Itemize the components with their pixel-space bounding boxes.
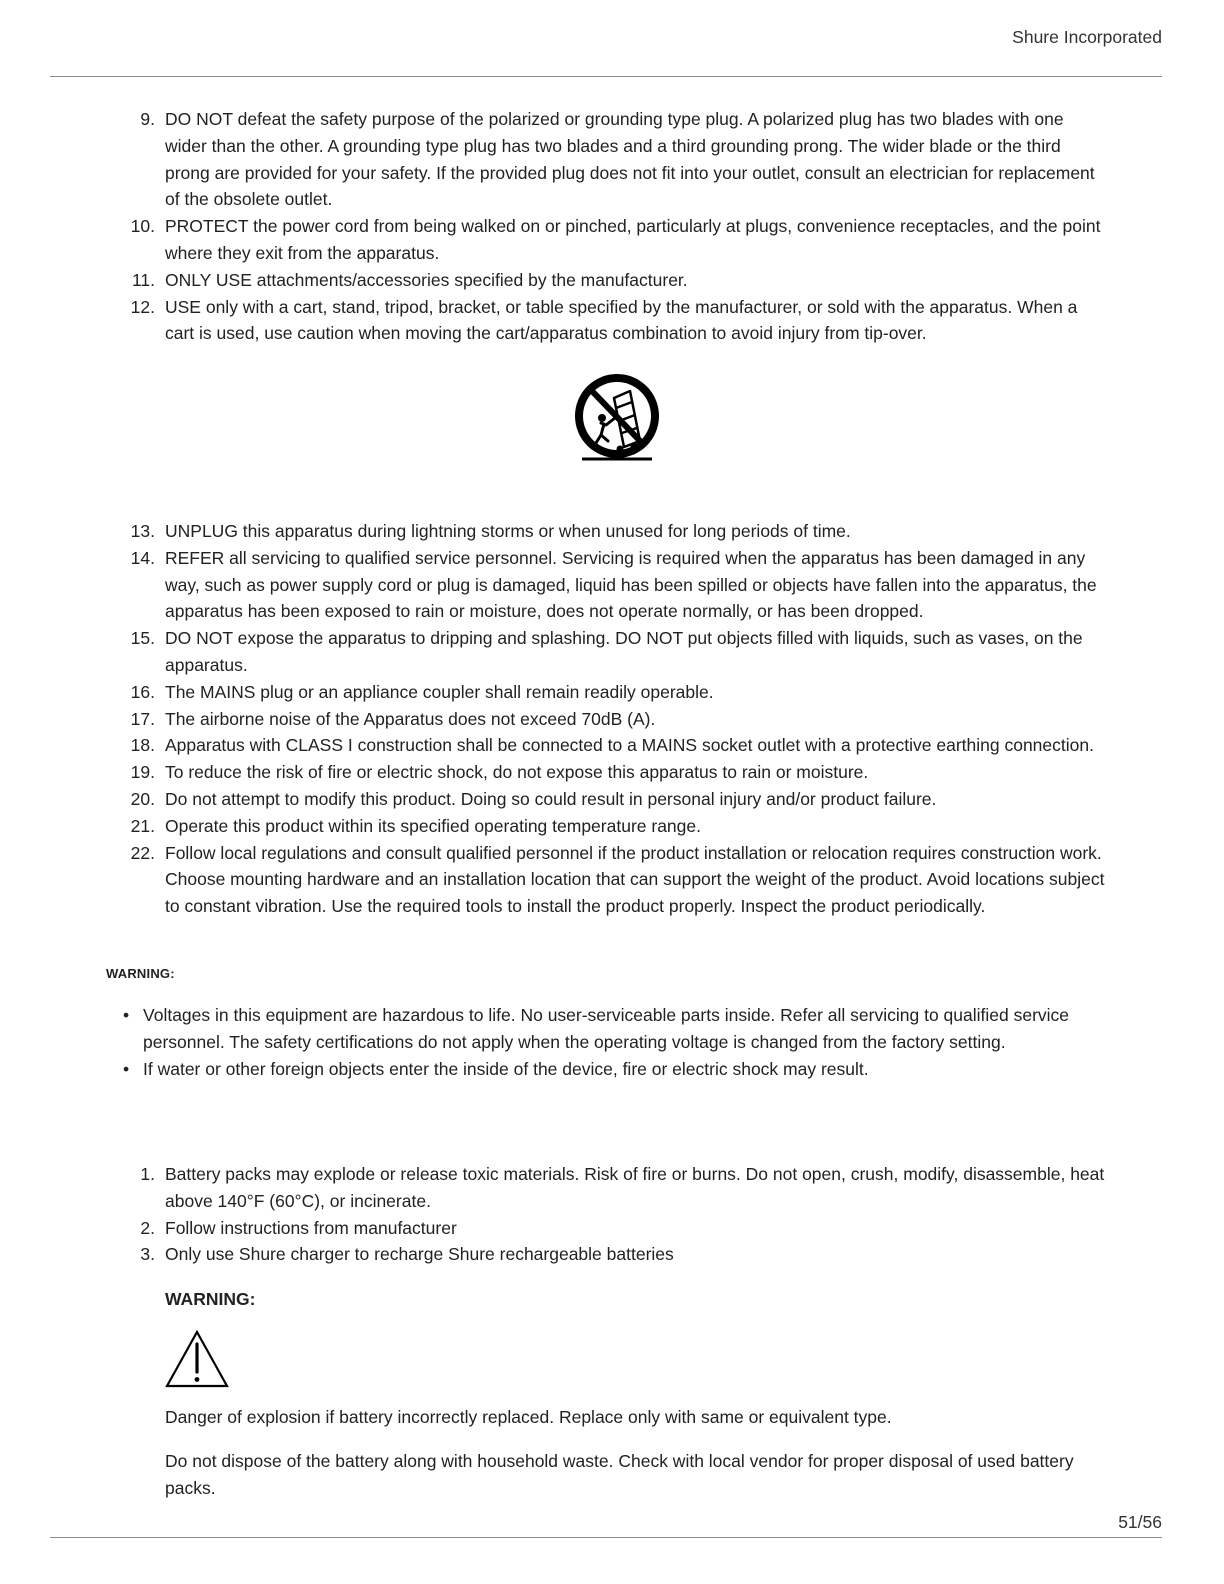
list-item: [140, 106, 1110, 213]
footer-divider: [50, 1537, 1162, 1538]
item-text: ONLY USE attachments/accessories specified by the manufacturer.: [165, 269, 688, 290]
item-text: To reduce the risk of fire or electric shock, do not expose this apparatus to rain or moisture.: [165, 762, 869, 783]
item-number: 9.: [140, 109, 155, 129]
list-item: [130, 759, 1110, 786]
cart-tip-over-warning-icon: [570, 371, 664, 465]
header-company-name: Shure Incorporated: [1012, 27, 1162, 47]
warning-heading: WARNING:: [106, 966, 175, 981]
item-text: Voltages in this equipment are hazardous to life. No user-serviceable parts inside. Refer all servicing to qualified service personnel. The safety certifications do not apply when the operating voltage is changed from the factory setting.: [143, 1005, 1070, 1052]
list-item: [140, 1215, 1110, 1242]
list-item: [130, 813, 1110, 840]
page-number: 51/56: [1118, 1512, 1162, 1532]
item-text: PROTECT the power cord from being walked on or pinched, particularly at plugs, convenience receptacles, and the point where they exit from the apparatus.: [165, 216, 1101, 263]
item-number: 11.: [131, 269, 155, 290]
item-number: 12.: [130, 296, 155, 317]
item-number: 18.: [130, 735, 155, 756]
item-text: USE only with a cart, stand, tripod, bracket, or table specified by the manufacturer, or sold with the apparatus. When a cart is used, use caution when moving the cart/apparatus combination to avoid injury from tip-over.: [165, 296, 1078, 344]
item-text: The airborne noise of the Apparatus does not exceed 70dB (A).: [165, 708, 656, 729]
item-number: 15.: [130, 628, 155, 649]
item-number: 17.: [130, 708, 155, 729]
battery-warning-heading: WARNING:: [165, 1289, 256, 1309]
list-item: [140, 1161, 1110, 1215]
item-number: 3.: [140, 1244, 155, 1265]
item-number: 19.: [130, 762, 155, 783]
list-item: [130, 840, 1110, 920]
item-text: Do not attempt to modify this product. Doing so could result in personal injury and/or product failure.: [165, 788, 937, 809]
item-number: 13.: [130, 521, 155, 541]
item-text: DO NOT defeat the safety purpose of the polarized or grounding type plug. A polarized plug has two blades with one wider than the other. A grounding type plug has two blades and a third grounding prong. The wider blade or the third prong are provided for your safety. If the provided plug does not fit into your outlet, consult an electrician for replacement of the obsolete outlet.: [165, 109, 1095, 210]
list-item: [130, 732, 1110, 759]
item-text: Only use Shure charger to recharge Shure rechargeable batteries: [165, 1244, 674, 1265]
safety-instructions-list-part-2: [130, 518, 1110, 920]
item-number: 14.: [130, 547, 155, 568]
list-item: [130, 545, 1110, 625]
item-number: 16.: [130, 681, 155, 702]
battery-replacement-paragraph: Danger of explosion if battery incorrectly replaced. Replace only with same or equivalent type.: [165, 1407, 892, 1427]
list-item: [130, 294, 1110, 348]
item-text: UNPLUG this apparatus during lightning storms or when unused for long periods of time.: [165, 521, 851, 541]
item-text: DO NOT expose the apparatus to dripping and splashing. DO NOT put objects filled with liquids, such as vases, on the apparatus.: [165, 628, 1083, 675]
item-number: 1.: [140, 1164, 155, 1184]
item-number: 21.: [130, 815, 155, 836]
header-divider: [50, 76, 1162, 77]
battery-safety-list: [140, 1161, 1110, 1268]
warning-bullet-list: [123, 1002, 1108, 1082]
item-text: Operate this product within its specified operating temperature range.: [165, 815, 701, 836]
list-item: [131, 267, 1110, 294]
item-number: 20.: [130, 788, 155, 809]
item-text: Battery packs may explode or release toxic materials. Risk of fire or burns. Do not open, crush, modify, disassemble, heat above 140°F (60°C), or incinerate.: [165, 1164, 1105, 1211]
list-item: [130, 213, 1110, 267]
item-text: If water or other foreign objects enter the inside of the device, fire or electric shock may result.: [143, 1058, 869, 1079]
item-text: REFER all servicing to qualified service personnel. Servicing is required when the apparatus has been damaged in any way, such as power supply cord or plug is damaged, liquid has been spilled or objects have fallen into the apparatus, the apparatus has been exposed to rain or moisture, does not operate normally, or has been dropped.: [165, 547, 1097, 622]
item-number: 10.: [130, 216, 155, 237]
list-item: [130, 679, 1110, 706]
warning-triangle-icon: [165, 1330, 229, 1388]
bullet-dot: •: [123, 1058, 130, 1079]
item-text: Apparatus with CLASS I construction shall be connected to a MAINS socket outlet with a protective earthing connection.: [165, 735, 1094, 756]
list-item: [130, 786, 1110, 813]
list-item: [130, 518, 1110, 545]
list-item: [123, 1002, 1108, 1056]
list-item: [140, 1241, 1110, 1268]
item-text: Follow local regulations and consult qualified personnel if the product installation or relocation requires construction work. Choose mounting hardware and an installation location that can support the weight of the product. Avoid locations subject to constant vibration. Use the required tools to install the product properly. Inspect the product periodically.: [165, 842, 1105, 917]
list-item: [123, 1056, 1108, 1083]
battery-disposal-paragraph: Do not dispose of the battery along with household waste. Check with local vendor for proper disposal of used battery packs.: [165, 1451, 1074, 1498]
safety-instructions-list-part-1: [130, 106, 1110, 347]
list-item: [130, 706, 1110, 733]
item-text: Follow instructions from manufacturer: [165, 1217, 457, 1238]
item-text: The MAINS plug or an appliance coupler shall remain readily operable.: [165, 681, 714, 702]
item-number: 22.: [130, 842, 155, 863]
item-number: 2.: [140, 1217, 155, 1238]
list-item: [130, 625, 1110, 679]
bullet-dot: •: [123, 1005, 130, 1025]
